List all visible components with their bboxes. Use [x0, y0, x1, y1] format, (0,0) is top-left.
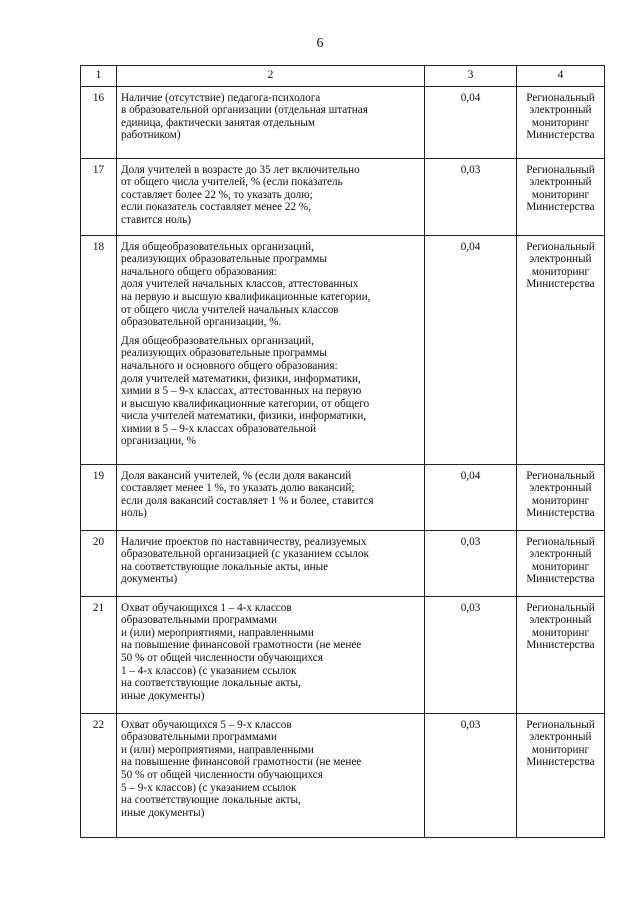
table-row — [81, 530, 605, 596]
criterion-text — [117, 530, 425, 596]
data-source — [517, 158, 605, 235]
weight-value: 0,04 — [425, 235, 517, 464]
data-source-text: Региональный электронный мониторинг Министерства — [526, 91, 595, 142]
weight-value: 0,03 — [425, 596, 517, 713]
data-source-text: Региональный электронный мониторинг Министерства — [526, 469, 595, 520]
row-number: 21 — [81, 596, 117, 713]
data-source-text: Региональный электронный мониторинг Министерства — [526, 718, 595, 769]
criterion-paragraph: Наличие (отсутствие) педагога-психолога в образовательной организации (отдельная штатная единица, фактически занятая отдельным работником) — [121, 91, 368, 142]
data-source-text: Региональный электронный мониторинг Министерства — [526, 535, 595, 586]
criterion-paragraph: Доля вакансий учителей, % (если доля вакансий составляет менее 1 %, то указать долю вакансий; если доля вакансий составляет 1 % и более, ставится ноль) — [121, 469, 374, 520]
criterion-paragraph: Для общеобразовательных организаций, реализующих образовательные программы начального и основного общего образования: доля учителей математики, физики, информатики, химии в 5 – 9-х классах, аттестованных на первую и высшую квалификационные категории, от общего числа учителей математики, физики, информатики, химии в 5 – 9-х классах образовательной организации, % — [121, 334, 370, 448]
criterion-text — [117, 235, 425, 464]
weight-value: 0,03 — [425, 158, 517, 235]
weight-value: 0,04 — [425, 464, 517, 530]
table-header — [81, 66, 605, 87]
criterion-paragraph: Наличие проектов по наставничеству, реализуемых образовательной организацией (с указанием ссылок на соответствующие локальные акты, иные документы) — [121, 535, 369, 586]
column-header-1: 1 — [81, 66, 117, 87]
column-header-3: 3 — [425, 66, 517, 87]
data-source — [517, 235, 605, 464]
criteria-table — [80, 65, 605, 838]
column-header-2: 2 — [117, 66, 425, 87]
weight-value: 0,04 — [425, 86, 517, 158]
row-number: 19 — [81, 464, 117, 530]
data-source — [517, 713, 605, 837]
data-source — [517, 530, 605, 596]
row-number: 18 — [81, 235, 117, 464]
weight-value: 0,03 — [425, 530, 517, 596]
data-source-text: Региональный электронный мониторинг Министерства — [526, 240, 595, 291]
criterion-text — [117, 464, 425, 530]
row-number: 22 — [81, 713, 117, 837]
column-header-4: 4 — [517, 66, 605, 87]
row-number: 17 — [81, 158, 117, 235]
data-source — [517, 596, 605, 713]
row-number: 20 — [81, 530, 117, 596]
criterion-text — [117, 86, 425, 158]
criterion-paragraph: Для общеобразовательных организаций, реализующих образовательные программы начального общего образования: доля учителей начальных классов, аттестованных на первую и высшую квалификационные категории, от общего числа учителей начальных классов образовательной организации, %. — [121, 240, 371, 329]
criterion-paragraph: Охват обучающихся 5 – 9-х классов образовательными программами и (или) мероприятиями, направленными на повышение финансовой грамотности (не менее 50 % от общей численности обучающихся 5 – 9-х классов) (с указанием ссылок на соответствующие локальные акты, иные документы) — [121, 718, 362, 819]
criterion-paragraph: Доля учителей в возрасте до 35 лет включительно от общего числа учителей, % (если показатель составляет более 22 %, то указать долю; если показатель составляет менее 22 %, ставится ноль) — [121, 163, 360, 226]
table-row — [81, 464, 605, 530]
table-row — [81, 158, 605, 235]
criterion-text — [117, 713, 425, 837]
data-source-text: Региональный электронный мониторинг Министерства — [526, 163, 595, 214]
row-number: 16 — [81, 86, 117, 158]
page-number: 6 — [316, 36, 324, 51]
criterion-text — [117, 596, 425, 713]
criterion-paragraph: Охват обучающихся 1 – 4-х классов образовательными программами и (или) мероприятиями, направленными на повышение финансовой грамотности (не менее 50 % от общей численности обучающихся 1 – 4-х классов) (с указанием ссылок на соответствующие локальные акты, иные документы) — [121, 601, 362, 702]
data-source — [517, 86, 605, 158]
data-source — [517, 464, 605, 530]
data-source-text: Региональный электронный мониторинг Министерства — [526, 601, 595, 652]
table-row — [81, 86, 605, 158]
table-row — [81, 235, 605, 464]
table-row — [81, 596, 605, 713]
weight-value: 0,03 — [425, 713, 517, 837]
criterion-text — [117, 158, 425, 235]
table-row — [81, 713, 605, 837]
